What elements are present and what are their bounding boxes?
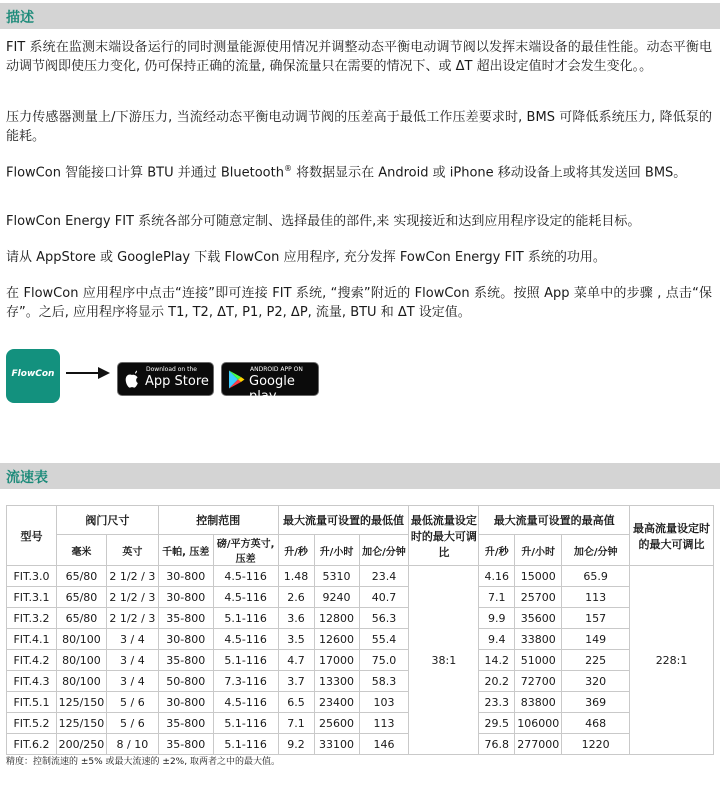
table-cell: 5.1-116 <box>213 734 278 755</box>
paragraph-2: 压力传感器测量上/下游压力, 当流经动态平衡电动调节阀的压差高于最低工作压差要求时, BMS 可降低系统压力, 降低泵的能耗。 <box>6 110 712 144</box>
table-cell: 4.16 <box>479 566 515 587</box>
table-cell: 23400 <box>314 692 359 713</box>
header-psi: 磅/平方英寸, 压差 <box>213 535 278 566</box>
table-row <box>7 713 714 734</box>
table-cell: 72700 <box>515 671 562 692</box>
accuracy-note: 精度：控制流速的 ±5% 或最大流速的 ±2%, 取两者之中的最大值。 <box>6 757 280 767</box>
table-cell: 2.6 <box>278 587 314 608</box>
table-cell: 4.5-116 <box>213 629 278 650</box>
header-max-setting: 最大流量可设置的最高值 <box>479 506 630 535</box>
table-cell: 157 <box>562 608 630 629</box>
table-row <box>7 566 714 587</box>
app-store-small-text: Download on the <box>146 366 197 373</box>
header-inch: 英寸 <box>106 535 158 566</box>
table-row <box>7 671 714 692</box>
table-cell: FIT.5.2 <box>7 713 57 734</box>
table-cell: 5310 <box>314 566 359 587</box>
table-cell: 80/100 <box>56 650 106 671</box>
table-cell: 33800 <box>515 629 562 650</box>
table-row <box>7 692 714 713</box>
table-cell: FIT.3.2 <box>7 608 57 629</box>
header-mm: 毫米 <box>56 535 106 566</box>
table-cell: 125/150 <box>56 692 106 713</box>
header-valve-size: 阀门尺寸 <box>56 506 158 535</box>
table-cell: 8 / 10 <box>106 734 158 755</box>
table-cell: 9.4 <box>479 629 515 650</box>
table-cell: 12800 <box>314 608 359 629</box>
table-cell: 3.7 <box>278 671 314 692</box>
paragraph-4: FlowCon Energy FIT 系统各部分可随意定制、选择最佳的部件,来 实现接近和达到应用程序设定的能耗目标。 <box>6 214 641 229</box>
table-cell: 65/80 <box>56 587 106 608</box>
table-cell: 14.2 <box>479 650 515 671</box>
table-cell: 5.1-116 <box>213 713 278 734</box>
table-cell: 2 1/2 / 3 <box>106 566 158 587</box>
header-model: 型号 <box>7 506 57 566</box>
table-cell: 58.3 <box>359 671 409 692</box>
table-row <box>7 629 714 650</box>
table-cell: 125/150 <box>56 713 106 734</box>
paragraph-3-b: 将数据显示在 Android 或 iPhone 移动设备上或将其发送回 BMS。 <box>291 165 687 181</box>
max-ratio-value: 228:1 <box>630 566 714 755</box>
arrow-right-icon <box>66 366 110 380</box>
table-cell: 20.2 <box>479 671 515 692</box>
header-control-range: 控制范围 <box>158 506 278 535</box>
table-cell: 15000 <box>515 566 562 587</box>
table-cell: 9.9 <box>479 608 515 629</box>
header-min-setting: 最大流量可设置的最低值 <box>278 506 409 535</box>
table-cell: 468 <box>562 713 630 734</box>
table-cell: FIT.4.1 <box>7 629 57 650</box>
header-min-ls: 升/秒 <box>278 535 314 566</box>
table-cell: 35600 <box>515 608 562 629</box>
table-cell: FIT.4.2 <box>7 650 57 671</box>
table-cell: 35-800 <box>158 713 213 734</box>
table-cell: 80/100 <box>56 671 106 692</box>
flow-table-title: 流速表 <box>6 470 48 486</box>
flow-rate-table <box>6 505 714 755</box>
table-cell: 6.5 <box>278 692 314 713</box>
table-cell: 30-800 <box>158 629 213 650</box>
table-cell: 3 / 4 <box>106 671 158 692</box>
table-cell: FIT.4.3 <box>7 671 57 692</box>
table-cell: 9240 <box>314 587 359 608</box>
table-cell: FIT.5.1 <box>7 692 57 713</box>
table-cell: 12600 <box>314 629 359 650</box>
table-cell: 4.5-116 <box>213 587 278 608</box>
table-cell: 7.3-116 <box>213 671 278 692</box>
table-cell: 17000 <box>314 650 359 671</box>
table-cell: 55.4 <box>359 629 409 650</box>
table-cell: FIT.3.0 <box>7 566 57 587</box>
paragraph-1: FIT 系统在监测末端设备运行的同时测量能源使用情况并调整动态平衡电动调节阀以发挥末端设备的最佳性能。动态平衡电动调节阀即使压力变化, 仍可保持正确的流量, 确保流量只在需要的情况下、或 ΔT 超出设定值时才会发生变化。。 <box>6 40 712 74</box>
table-cell: 4.7 <box>278 650 314 671</box>
paragraph-3-a: FlowCon 智能接口计算 BTU 并通过 Bluetooth <box>6 165 284 181</box>
table-cell: FIT.3.1 <box>7 587 57 608</box>
table-cell: 23.4 <box>359 566 409 587</box>
table-cell: 65/80 <box>56 566 106 587</box>
table-cell: 25700 <box>515 587 562 608</box>
table-cell: 13300 <box>314 671 359 692</box>
table-cell: 76.8 <box>479 734 515 755</box>
description-header <box>0 3 720 29</box>
table-cell: 40.7 <box>359 587 409 608</box>
table-cell: 30-800 <box>158 566 213 587</box>
app-store-badge[interactable] <box>117 362 214 396</box>
header-min-lh: 升/小时 <box>314 535 359 566</box>
table-cell: 51000 <box>515 650 562 671</box>
header-max-gpm: 加仑/分钟 <box>562 535 630 566</box>
description-title: 描述 <box>6 10 34 26</box>
google-play-big-text: Google play <box>249 374 295 404</box>
table-row <box>7 650 714 671</box>
table-cell: 225 <box>562 650 630 671</box>
table-cell: 29.5 <box>479 713 515 734</box>
table-cell: 30-800 <box>158 587 213 608</box>
table-cell: 113 <box>562 587 630 608</box>
table-cell: 65/80 <box>56 608 106 629</box>
table-cell: 1.48 <box>278 566 314 587</box>
table-cell: 80/100 <box>56 629 106 650</box>
table-row <box>7 587 714 608</box>
header-max-ratio: 最高流量设定时的最大可调比 <box>630 506 714 566</box>
header-min-ratio: 最低流量设定时的最大可调比 <box>409 506 479 566</box>
table-cell: 4.5-116 <box>213 566 278 587</box>
table-row <box>7 734 714 755</box>
table-cell: 56.3 <box>359 608 409 629</box>
apple-icon <box>124 370 140 389</box>
table-cell: 2 1/2 / 3 <box>106 587 158 608</box>
table-cell: 5 / 6 <box>106 692 158 713</box>
table-cell: 3.6 <box>278 608 314 629</box>
registered-mark: ® <box>283 164 292 173</box>
app-store-big-text: App Store <box>145 374 209 389</box>
header-max-ls: 升/秒 <box>479 535 515 566</box>
table-cell: 2 1/2 / 3 <box>106 608 158 629</box>
table-cell: 200/250 <box>56 734 106 755</box>
paragraph-3 <box>6 159 712 182</box>
header-min-gpm: 加仑/分钟 <box>359 535 409 566</box>
table-cell: 35-800 <box>158 650 213 671</box>
min-ratio-value: 38:1 <box>409 566 479 755</box>
table-cell: 35-800 <box>158 608 213 629</box>
table-cell: 9.2 <box>278 734 314 755</box>
table-cell: 146 <box>359 734 409 755</box>
table-cell: 103 <box>359 692 409 713</box>
table-cell: 5.1-116 <box>213 608 278 629</box>
flowcon-app-icon[interactable] <box>6 349 60 403</box>
table-row <box>7 608 714 629</box>
table-cell: FIT.6.2 <box>7 734 57 755</box>
table-cell: 3.5 <box>278 629 314 650</box>
paragraph-6: 在 FlowCon 应用程序中点击“连接”即可连接 FIT 系统, “搜索”附近的 FlowCon 系统。按照 App 菜单中的步骤 , 点击“保存”。之后, 应用程序将显示 T1, T2, ΔT, P1, P2, ΔP, 流量, BTU 和 ΔT 设定值。 <box>6 286 712 320</box>
table-cell: 33100 <box>314 734 359 755</box>
google-play-icon <box>228 370 245 389</box>
table-cell: 35-800 <box>158 734 213 755</box>
table-cell: 149 <box>562 629 630 650</box>
flow-table-header <box>0 463 720 489</box>
table-cell: 3 / 4 <box>106 650 158 671</box>
table-cell: 75.0 <box>359 650 409 671</box>
table-cell: 277000 <box>515 734 562 755</box>
table-cell: 23.3 <box>479 692 515 713</box>
table-cell: 25600 <box>314 713 359 734</box>
header-kpa: 千帕, 压差 <box>158 535 213 566</box>
table-cell: 5.1-116 <box>213 650 278 671</box>
table-cell: 50-800 <box>158 671 213 692</box>
table-cell: 7.1 <box>278 713 314 734</box>
table-cell: 4.5-116 <box>213 692 278 713</box>
google-play-small-text: ANDROID APP ON <box>250 366 303 373</box>
table-cell: 65.9 <box>562 566 630 587</box>
table-cell: 1220 <box>562 734 630 755</box>
paragraph-5: 请从 AppStore 或 GooglePlay 下载 FlowCon 应用程序, 充分发挥 FowCon Energy FIT 系统的功用。 <box>6 250 606 265</box>
google-play-badge[interactable] <box>221 362 319 404</box>
table-cell: 113 <box>359 713 409 734</box>
header-max-lh: 升/小时 <box>515 535 562 566</box>
table-cell: 106000 <box>515 713 562 734</box>
table-cell: 30-800 <box>158 692 213 713</box>
table-cell: 369 <box>562 692 630 713</box>
table-cell: 5 / 6 <box>106 713 158 734</box>
table-cell: 7.1 <box>479 587 515 608</box>
flowcon-logo-text: FlowCon <box>11 369 55 379</box>
table-cell: 3 / 4 <box>106 629 158 650</box>
table-cell: 320 <box>562 671 630 692</box>
table-cell: 83800 <box>515 692 562 713</box>
